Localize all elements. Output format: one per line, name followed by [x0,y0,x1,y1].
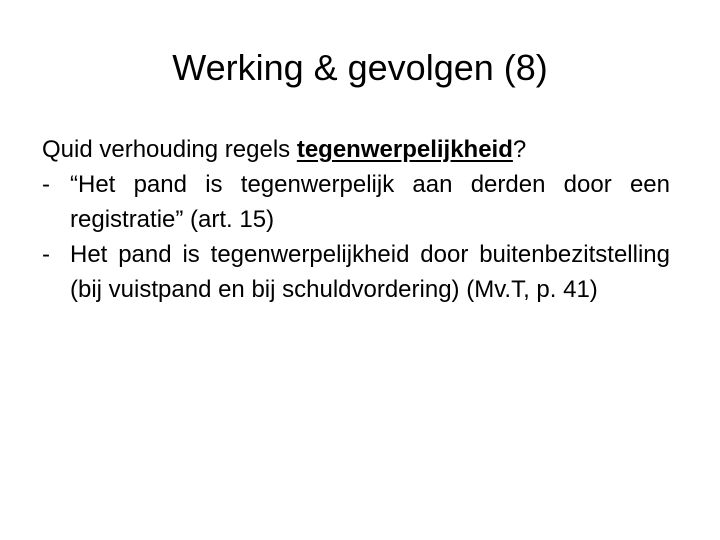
intro-suffix: ? [512,136,527,163]
intro-emphasis: tegenwerpelijkheid [296,136,513,163]
bullet-item [42,237,670,307]
bullet-text: “Het pand is tegenwerpelijk aan derden door een registratie” (art. 15) [70,171,670,233]
slide-title: Werking & gevolgen (8) [172,47,548,88]
bullet-list [42,167,670,307]
bullet-marker: - [42,171,50,198]
bullet-item [42,167,670,237]
intro-line [42,132,670,167]
intro-prefix: Quid verhouding regels [42,136,297,163]
slide-body [42,132,670,307]
bullet-text: Het pand is tegenwerpelijkheid door buitenbezitstelling (bij vuistpand en bij schuldvordering) (Mv.T, p. 41) [70,241,670,303]
bullet-marker: - [42,241,50,268]
